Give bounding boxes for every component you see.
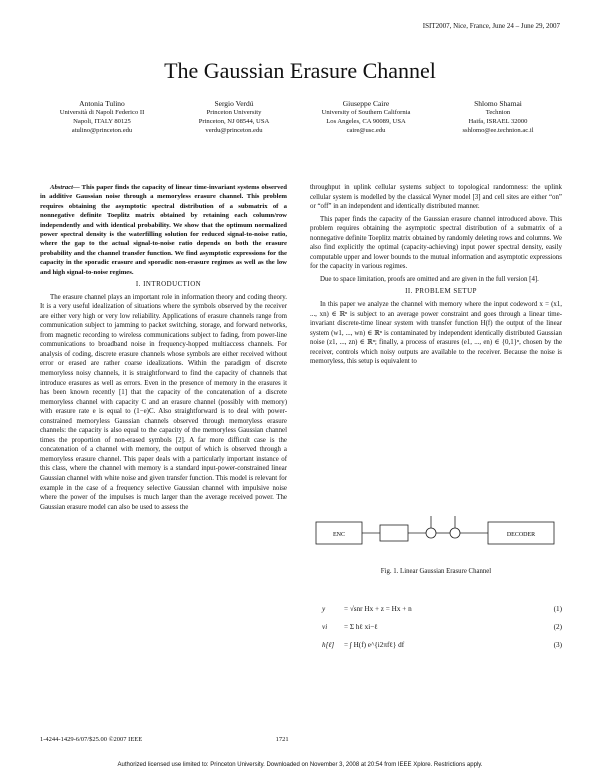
abstract-label: Abstract (50, 184, 74, 191)
author-affiliation: University of Southern California (321, 109, 411, 116)
author-block (38, 99, 562, 135)
author-name: Giuseppe Caire (342, 99, 390, 108)
author-2 (170, 99, 298, 135)
equation-lhs: vi (322, 623, 328, 631)
license-notice: Authorized licensed use limited to: Princeton University. Downloaded on November 3, 2008 at 20:54 from IEEE Xplore. Restrictions apply. (117, 762, 483, 768)
equations (322, 600, 562, 654)
decoder-label: DECODER (506, 532, 536, 538)
page-number: 1721 (275, 736, 289, 743)
paragraph: Due to space limitation, proofs are omitted and are given in the full version [4]. (320, 275, 539, 283)
author-3 (302, 99, 430, 135)
author-location: Napoli, ITALY 80125 (73, 118, 131, 125)
filter-box (380, 525, 408, 541)
author-1 (38, 99, 166, 135)
author-email: caire@usc.edu (346, 127, 386, 134)
paragraph: This paper finds the capacity of the Gaussian erasure channel introduced above. This problem requires obtaining the asymptotic spectral distribution of a submatrix of a nonnegative definite Toeplitz matrix obtained by randomly deleting rows and columns. We also find explicitly the optimal (capacity-achieving) input power spectral density, easily computable upper and lower bounds to the mutual information and asymptotic expressions for the capacity in various regimes. (310, 215, 562, 271)
paragraph: throughput in uplink cellular systems subject to topological randomness: the uplink cellular system is modelled by the classical Wyner model [3] and cell sites are either “on” or “off” in an independent and identically distributed manner. (310, 184, 562, 211)
conference-header: ISIT2007, Nice, France, June 24 – June 29, 2007 (422, 22, 560, 30)
abstract-text: — This paper finds the capacity of linear time-invariant systems observed in additive Gaussian noise through a memoryless erasure channel. This problem requires obtaining the asymptotic spectral distribution of a submatrix of a nonnegative definite Toeplitz matrix obtained by retaining each column/row independently and with identical probability. We show that the optimum normalized power spectral density is the waterfilling solution for reduced signal-to-noise ratio, where the gap to the actual signal-to-noise ratio depends on both the erasure probability and the channel transfer function. We find asymptotic expressions for the capacity in the sporadic erasure and sporadic non-erasure regimes as well as the low and high signal-to-noise regimes. (40, 184, 287, 276)
intro-paragraph: The erasure channel plays an important role in information theory and coding theory. It is a very useful idealization of situations where the symbols observed by the receiver are either very high or very low reliability. Applications of erasure channels range from communication subject to jamming to packet switching, storage, and forward networks, from magnetic recording to wireless communications subject to fading, from power-line communications to broadband noise in frequency-hopped multiaccess channels. For analysis of coding, discrete erasure channels whose symbols are either received without error or erased are rather coarse idealizations. Within the paradigm of discrete memoryless noisy channels, it is straightforward to find the capacity of channels that introduce erasures as well as errors. Even in the presence of memory in the erasures it has been known recently [1] that the capacity of the concatenation of a discrete memoryless channel with capacity C and an erasure channel (possibly with memory) with erasure rate e is equal to (1−e)C. Also straightforward is to deal with power-constrained memoryless Gaussian channels observed through memoryless erasure channels: the capacity is also equal to the capacity of the memoryless Gaussian channel times the proportion of non-erased symbols [2]. A far more difficult case is the concatenation of a channel with memory, the output of which is observed through a memoryless erasure channel. This paper deals with a particularly important instance of this class, where the channel with memory is a standard input-power-constrained linear Gaussian channel with white noise and given transfer function. This model is relevant for example in the case of a frequency selective Gaussian channel with impulsive noise where the power of the impulses is much larger than the average received power. The Gaussian erasure model can also be used to assess the (40, 293, 287, 511)
author-email: sshlomo@ee.technion.ac.il (462, 127, 534, 134)
right-column (310, 183, 562, 370)
author-affiliation: Università di Napoli Federico II (59, 109, 145, 116)
equation-number: (2) (553, 623, 562, 631)
author-location: Los Angeles, CA 90089, USA (326, 118, 406, 125)
page-footer (40, 736, 562, 743)
paragraph: In this paper we analyze the channel with memory where the input codeword x = (x1, ..., xn) ∈ ℝⁿ is subject to an average power constraint and goes through a linear time-invariant discrete-time linear system with transfer function H(f) the output of the linear system (w1, ..., wn) ∈ ℝⁿ is contaminated by independent identically distributed Gaussian noise (z1, ..., zn) ∈ ℝⁿ; finally, a process of erasures (e1, ..., en) ∈ {0,1}ⁿ, chosen by the receiver, controls which noisy outputs are available to the receiver. Because the noise is memoryless, this setup is equivalent to (310, 301, 562, 366)
author-location: Haifa, ISRAEL 32000 (468, 118, 528, 125)
author-name: Sergio Verdú (214, 99, 254, 108)
author-affiliation: Technion (485, 109, 511, 116)
author-email: verdu@princeton.edu (205, 127, 263, 134)
isbn-copyright: 1-4244-1429-6/07/$25.00 ©2007 IEEE (40, 736, 143, 743)
encoder-label: ENC (333, 532, 345, 538)
adder-node (426, 528, 436, 538)
equation-1 (322, 600, 562, 618)
equation-number: (3) (553, 641, 562, 649)
author-4 (434, 99, 562, 135)
paper-title: The Gaussian Erasure Channel (164, 58, 436, 83)
section-heading-problem-setup: II. PROBLEM SETUP (405, 288, 477, 296)
author-name: Shlomo Shamai (474, 99, 522, 108)
footer-spacer (422, 736, 562, 743)
equation-rhs: = √snr Hx + z = Hx + n (344, 605, 412, 613)
equation-2 (322, 618, 562, 636)
left-column (40, 183, 287, 515)
author-location: Princeton, NJ 08544, USA (198, 118, 270, 125)
author-email: atulino@princeton.edu (71, 127, 133, 134)
author-affiliation: Princeton University (206, 109, 262, 116)
multiplier-node (450, 528, 460, 538)
equation-number: (1) (553, 605, 562, 613)
equation-3 (322, 636, 562, 654)
author-name: Antonia Tulino (79, 99, 125, 108)
equation-rhs: = Σ hℓ xi−ℓ (344, 623, 378, 631)
equation-rhs: = ∫ H(f) e^{i2πfℓ} df (344, 641, 405, 649)
equation-lhs: h[ℓ] (322, 641, 335, 649)
equation-lhs: y (322, 605, 326, 613)
block-diagram (310, 508, 562, 564)
figure-caption: Fig. 1. Linear Gaussian Erasure Channel (380, 568, 492, 575)
section-heading-introduction: I. INTRODUCTION (135, 281, 202, 289)
abstract (40, 183, 287, 277)
